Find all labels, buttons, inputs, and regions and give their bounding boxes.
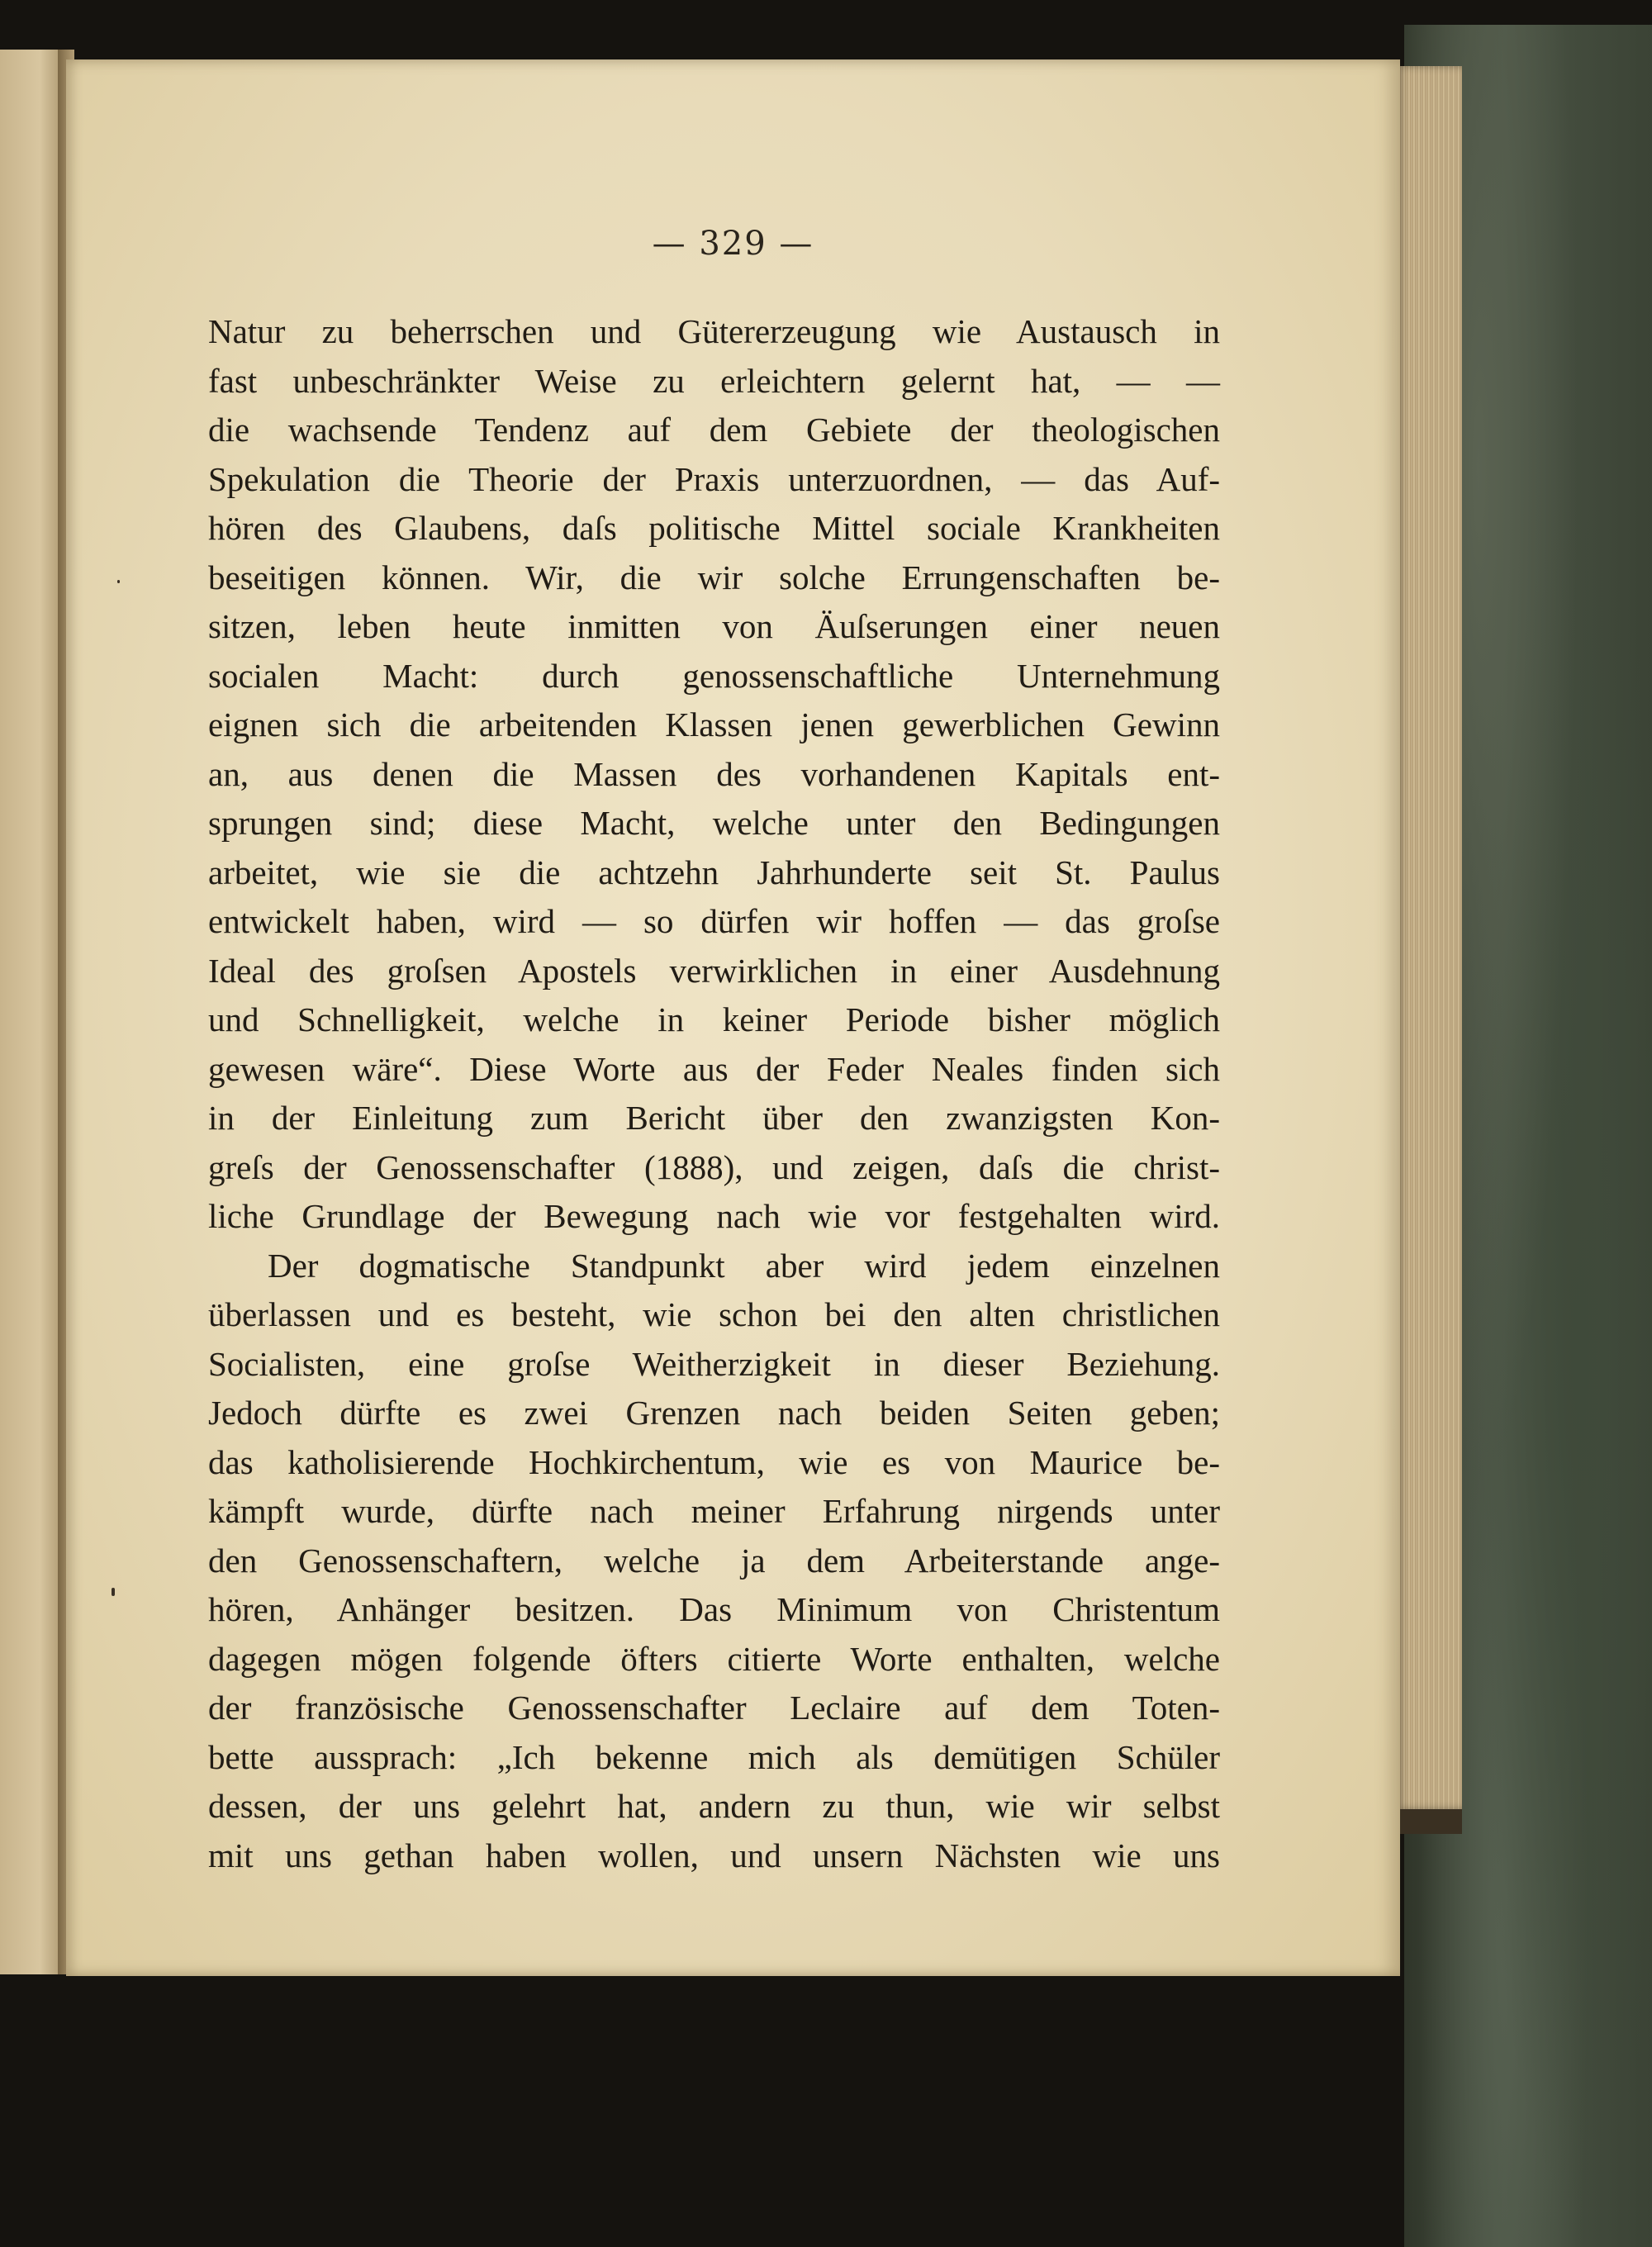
- text-line: eignen sich die arbeitenden Klassen jenen gewerblichen Gewinn: [208, 705, 1220, 743]
- text-line: socialen Macht: durch genossenschaftliche Unternehmung: [208, 656, 1220, 695]
- page-edges-bottom: [1396, 1809, 1462, 1834]
- text-line: Der dogmatische Standpunkt aber wird jedem einzelnen: [268, 1246, 1220, 1285]
- text-line: hören des Glaubens, daſs politische Mittel sociale Krankheiten: [208, 509, 1220, 547]
- text-line: der französische Genossenschafter Leclaire auf dem Toten-: [208, 1689, 1220, 1727]
- text-line: greſs der Genossenschafter (1888), und zeigen, daſs die christ-: [208, 1147, 1220, 1186]
- text-line: mit uns gethan haben wollen, und unsern Nächsten wie uns: [208, 1836, 1220, 1874]
- text-line: gewesen wäre“. Diese Worte aus der Feder Neales finden sich: [208, 1049, 1220, 1088]
- page-number: — 329 —: [652, 225, 814, 263]
- text-line: Natur zu beherrschen und Gütererzeugung wie Austausch in: [208, 312, 1220, 350]
- text-line: dagegen mögen folgende öfters citierte Worte enthalten, welche: [208, 1639, 1220, 1678]
- text-line: entwickelt haben, wird — so dürfen wir hoffen — das groſse: [208, 902, 1220, 940]
- text-line: überlassen und es besteht, wie schon bei den alten christlichen: [208, 1295, 1220, 1333]
- previous-page-edge: [0, 50, 66, 1974]
- page-edges: [1396, 66, 1462, 1809]
- text-line: dessen, der uns gelehrt hat, andern zu thun, wie wir selbst: [208, 1787, 1220, 1825]
- text-line: Socialisten, eine groſse Weitherzigkeit in dieser Beziehung.: [208, 1344, 1220, 1383]
- text-line: sitzen, leben heute inmitten von Äuſserungen einer neuen: [208, 607, 1220, 645]
- book-page: [66, 59, 1400, 1976]
- text-line: das katholisierende Hochkirchentum, wie es von Maurice be-: [208, 1442, 1220, 1481]
- body-text: [208, 307, 1220, 1880]
- text-line: Spekulation die Theorie der Praxis unterzuordnen, — das Auf-: [208, 459, 1220, 498]
- text-line: sprungen sind; diese Macht, welche unter den Bedingungen: [208, 804, 1220, 842]
- text-line: an, aus denen die Massen des vorhandenen Kapitals ent-: [208, 754, 1220, 793]
- text-line: hören, Anhänger besitzen. Das Minimum von Christentum: [208, 1590, 1220, 1628]
- text-line: kämpft wurde, dürfte nach meiner Erfahrung nirgends unter: [208, 1492, 1220, 1530]
- text-line: bette aussprach: „Ich bekenne mich als demütigen Schüler: [208, 1737, 1220, 1776]
- print-speck: [117, 580, 120, 583]
- text-line: arbeitet, wie sie die achtzehn Jahrhunderte seit St. Paulus: [208, 853, 1220, 891]
- text-line: in der Einleitung zum Bericht über den zwanzigsten Kon-: [208, 1099, 1220, 1137]
- print-speck: [112, 1588, 115, 1596]
- text-line: Jedoch dürfte es zwei Grenzen nach beiden Seiten geben;: [208, 1394, 1220, 1432]
- text-line: den Genossenschaftern, welche ja dem Arbeiterstande ange-: [208, 1541, 1220, 1580]
- text-line: und Schnelligkeit, welche in keiner Periode bisher möglich: [208, 1000, 1220, 1038]
- text-line: liche Grundlage der Bewegung nach wie vor festgehalten wird.: [208, 1197, 1220, 1235]
- text-line: fast unbeschränkter Weise zu erleichtern gelernt hat, — —: [208, 361, 1220, 400]
- text-line: die wachsende Tendenz auf dem Gebiete der theologischen: [208, 411, 1220, 449]
- text-line: Ideal des groſsen Apostels verwirklichen in einer Ausdehnung: [208, 951, 1220, 990]
- text-line: beseitigen können. Wir, die wir solche Errungenschaften be-: [208, 558, 1220, 596]
